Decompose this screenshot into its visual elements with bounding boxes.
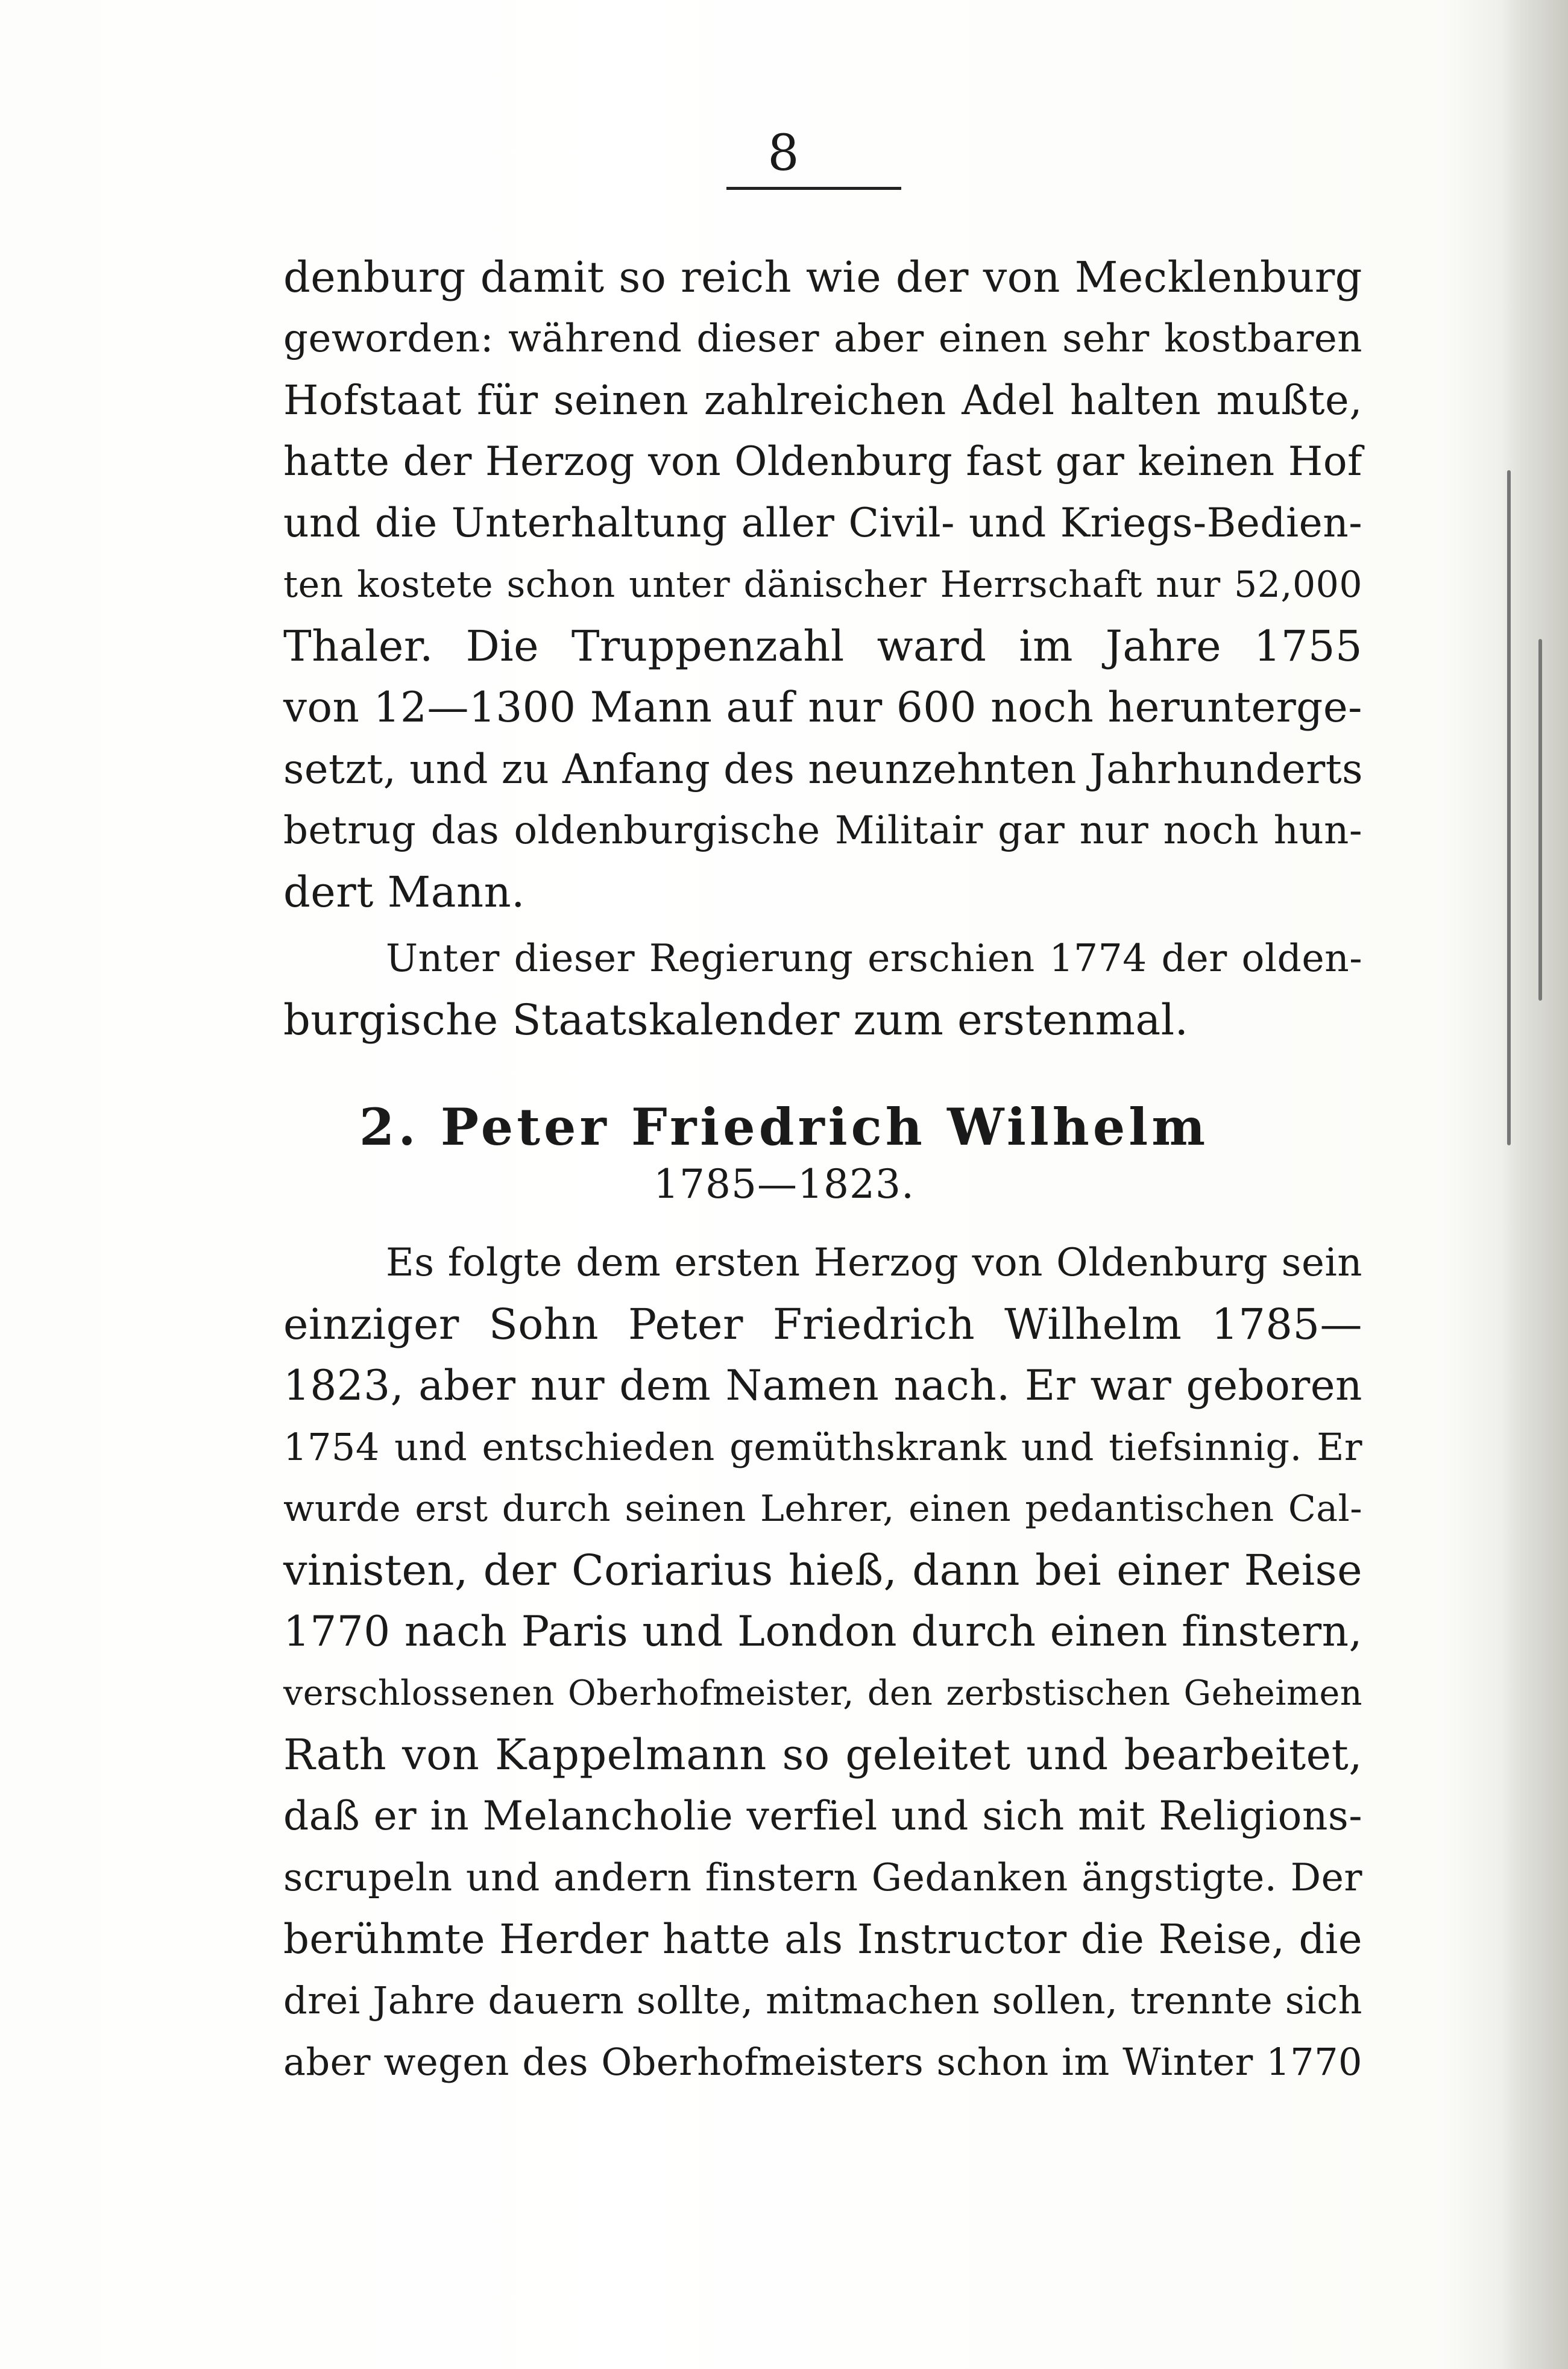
text-line: verschlossenen Oberhofmeister, den zerbstischen Geheimen [283, 1673, 1362, 1713]
section-years: 1785—1823. [653, 1161, 915, 1207]
page-number-rule [726, 187, 901, 190]
text-line: einziger Sohn Peter Friedrich Wilhelm 1785— [283, 1300, 1362, 1349]
text-line: 1754 und entschieden gemüthskrank und tiefsinnig. Er [283, 1425, 1362, 1469]
text-line: Unter dieser Regierung erschien 1774 der olden- [386, 936, 1362, 980]
text-line: berühmte Herder hatte als Instructor die Reise, die [283, 1916, 1362, 1963]
text-line: geworden: während dieser aber einen sehr kostbaren [283, 316, 1362, 361]
text-line: setzt, und zu Anfang des neunzehnten Jahrhunderts [283, 746, 1364, 793]
text-line: hatte der Herzog von Oldenburg fast gar keinen Hof [283, 438, 1362, 485]
text-line: Hofstaat für seinen zahlreichen Adel halten mußte, [283, 377, 1362, 424]
text-line: aber wegen des Oberhofmeisters schon im Winter 1770 [283, 2040, 1362, 2084]
text-line: scrupeln und andern finstern Gedanken ängstigte. Der [283, 1855, 1362, 1899]
page-edge-mark [1507, 470, 1511, 1145]
text-line: Rath von Kappelmann so geleitet und bearbeitet, [283, 1730, 1362, 1779]
text-line: daß er in Melancholie verfiel und sich mit Religions- [283, 1793, 1362, 1839]
text-line: Thaler. Die Truppenzahl ward im Jahre 1755 [283, 621, 1362, 671]
text-line: denburg damit so reich wie der von Mecklenburg [283, 253, 1362, 302]
text-line: 1770 nach Paris und London durch einen finstern, [283, 1608, 1362, 1656]
text-line: von 12—1300 Mann auf nur 600 noch herunterge- [283, 684, 1362, 732]
section-heading: 2. Peter Friedrich Wilhelm [359, 1097, 1209, 1157]
page-edge-mark [1538, 639, 1542, 1001]
text-line: vinisten, der Coriarius hieß, dann bei einer Reise [283, 1546, 1362, 1595]
text-line: dert Mann. [283, 867, 525, 917]
page-number: 8 [767, 125, 801, 182]
text-line: ten kostete schon unter dänischer Herrschaft nur 52,000 [283, 564, 1362, 606]
text-line: wurde erst durch seinen Lehrer, einen pedantischen Cal- [283, 1488, 1362, 1530]
text-line: und die Unterhaltung aller Civil- und Kriegs-Bedien- [283, 500, 1362, 546]
text-line: 1823, aber nur dem Namen nach. Er war geboren [283, 1362, 1362, 1410]
text-line: drei Jahre dauern sollte, mitmachen sollen, trennte sich [283, 1978, 1362, 2022]
text-line: Es folgte dem ersten Herzog von Oldenburg sein [386, 1241, 1362, 1285]
text-line: burgische Staatskalender zum erstenmal. [283, 995, 1189, 1045]
text-line: betrug das oldenburgische Militair gar nur noch hun- [283, 808, 1362, 853]
